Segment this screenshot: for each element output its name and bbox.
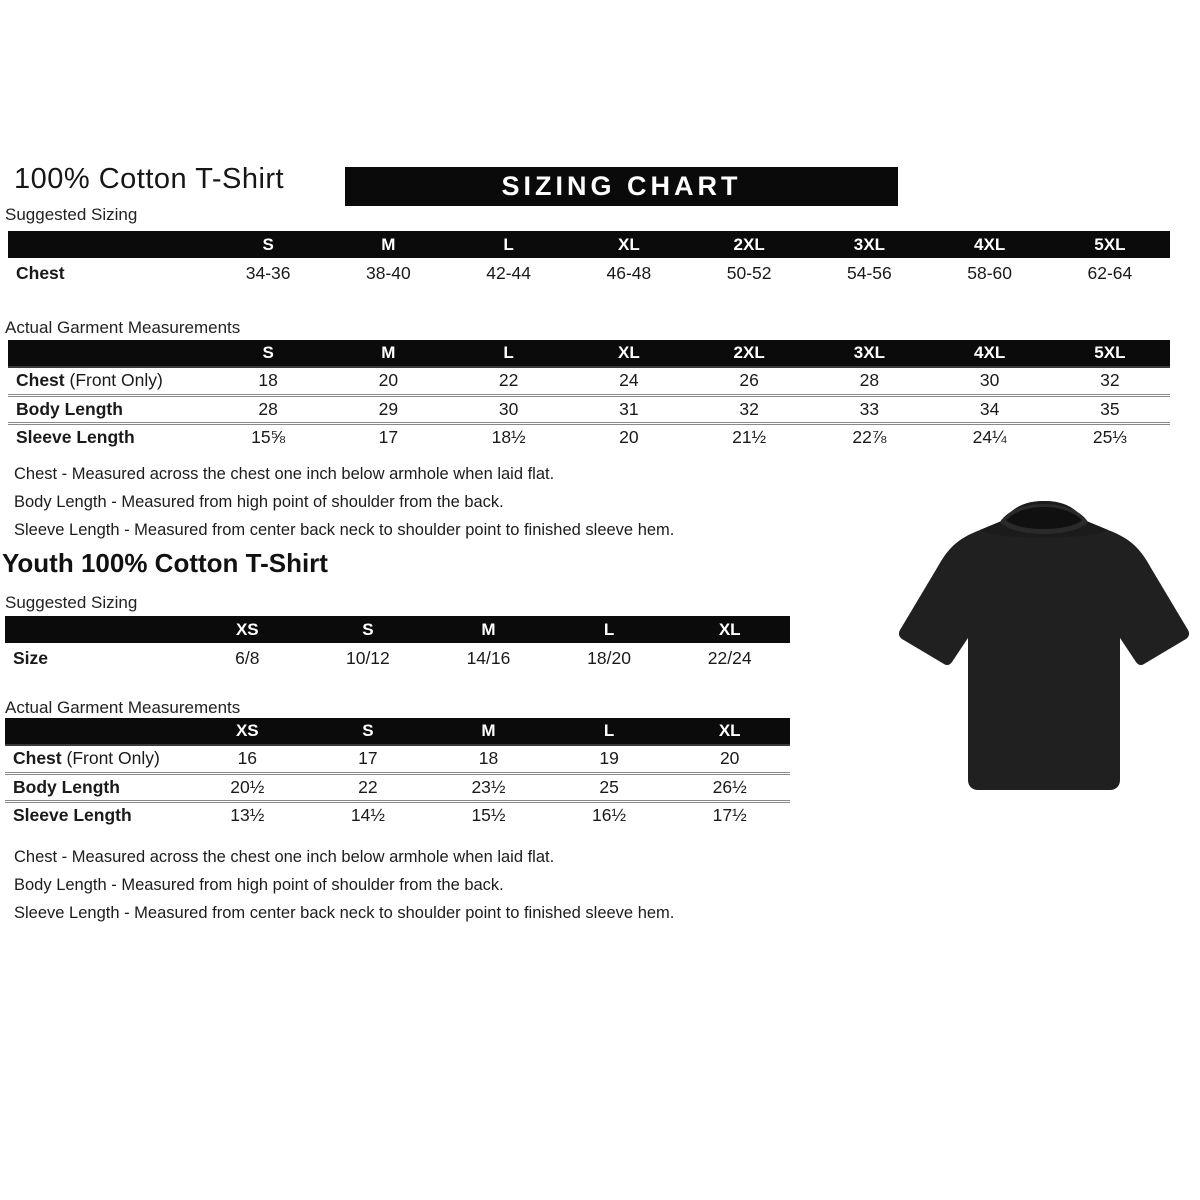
- size-column-header: L: [549, 616, 670, 643]
- measurement-cell: 62-64: [1087, 262, 1133, 283]
- measurement-row: [8, 258, 1170, 288]
- note-sleeve-length: Sleeve Length - Measured from center back neck to shoulder point to finished sleeve hem.: [14, 904, 675, 922]
- measurement-row: [5, 643, 790, 673]
- measurement-cell: 10/12: [345, 647, 390, 668]
- measurement-cell: 33: [809, 395, 929, 423]
- size-column-header: 3XL: [809, 231, 929, 258]
- measurement-cell: 24: [619, 370, 639, 391]
- measurement-cell: 50-52: [726, 262, 772, 283]
- measurement-cell: 20: [719, 748, 740, 769]
- size-column-header: 3XL: [809, 340, 929, 367]
- adult-actual-measurements-label: Actual Garment Measurements: [5, 318, 241, 337]
- size-column-header: L: [549, 718, 670, 745]
- size-column-header: M: [328, 231, 448, 258]
- size-column-header: L: [449, 231, 569, 258]
- measurement-cell: 17: [328, 423, 448, 451]
- measurement-cell: 42-44: [486, 262, 531, 283]
- measurement-cell: 30: [979, 370, 1000, 391]
- measurement-cell: 22: [308, 773, 429, 801]
- measurement-row: [5, 801, 790, 829]
- size-column-header: L: [449, 340, 569, 367]
- sizing-chart-banner: [345, 167, 898, 206]
- size-header-row: [5, 616, 790, 643]
- adult-suggested-sizing-table: [8, 231, 1170, 288]
- note-chest: Chest - Measured across the chest one inch below armhole when laid flat.: [14, 465, 555, 483]
- measurement-cell: 16½: [549, 801, 670, 829]
- note-sleeve-length: Sleeve Length - Measured from center back neck to shoulder point to finished sleeve hem.: [14, 521, 675, 539]
- measurement-cell: 46-48: [606, 262, 652, 283]
- measurement-cell: 34: [930, 395, 1050, 423]
- row-label: Chest (Front Only): [13, 748, 160, 769]
- size-column-header: 4XL: [930, 231, 1050, 258]
- page-title: 100% Cotton T-Shirt: [14, 163, 285, 195]
- size-column-header: M: [428, 616, 549, 643]
- measurement-row: [5, 773, 790, 801]
- banner-text: SIZING CHART: [501, 171, 742, 201]
- measurement-cell: 20: [569, 423, 689, 451]
- measurement-cell: 32: [689, 395, 809, 423]
- adult-actual-measurements-table: [8, 340, 1170, 451]
- size-header-row: [8, 231, 1170, 258]
- size-column-header: S: [308, 616, 429, 643]
- row-label: Chest: [16, 262, 65, 283]
- adult-measurement-notes: [14, 460, 674, 544]
- measurement-cell: 21½: [689, 423, 809, 451]
- measurement-cell: 22/24: [707, 647, 752, 668]
- measurement-cell: 26: [739, 370, 759, 391]
- measurement-cell: 25⅓: [1050, 423, 1170, 451]
- measurement-cell: 18: [258, 370, 278, 391]
- row-label: Body Length: [8, 395, 208, 423]
- measurement-cell: 18/20: [587, 647, 631, 668]
- table-corner-cell: [8, 340, 208, 367]
- measurement-cell: 28: [859, 370, 880, 391]
- measurement-cell: 17½: [669, 801, 790, 829]
- size-column-header: XS: [187, 616, 308, 643]
- measurement-cell: 58-60: [967, 262, 1012, 283]
- size-header-row: [8, 340, 1170, 367]
- youth-suggested-sizing-label: Suggested Sizing: [5, 593, 138, 612]
- measurement-cell: 30: [449, 395, 569, 423]
- size-column-header: S: [208, 231, 328, 258]
- measurement-row: [5, 745, 790, 773]
- measurement-cell: 22: [498, 370, 519, 391]
- size-column-header: 2XL: [689, 340, 809, 367]
- size-column-header: XL: [569, 231, 689, 258]
- measurement-cell: 25: [549, 773, 670, 801]
- measurement-cell: 14/16: [466, 647, 511, 668]
- measurement-cell: 22⅞: [809, 423, 929, 451]
- measurement-cell: 13½: [187, 801, 308, 829]
- measurement-cell: 38-40: [365, 262, 411, 283]
- row-label: Chest (Front Only): [16, 370, 163, 391]
- measurement-cell: 20½: [187, 773, 308, 801]
- note-body-length: Body Length - Measured from high point of shoulder from the back.: [14, 493, 504, 511]
- measurement-cell: 15½: [428, 801, 549, 829]
- row-label: Sleeve Length: [5, 801, 187, 829]
- measurement-cell: 54-56: [846, 262, 892, 283]
- size-column-header: XL: [669, 718, 790, 745]
- measurement-cell: 28: [208, 395, 328, 423]
- measurement-row: [8, 367, 1170, 395]
- measurement-cell: 19: [599, 748, 619, 769]
- tshirt-body: [899, 501, 1189, 790]
- size-column-header: 5XL: [1050, 231, 1170, 258]
- size-column-header: M: [428, 718, 549, 745]
- size-column-header: S: [208, 340, 328, 367]
- note-chest: Chest - Measured across the chest one inch below armhole when laid flat.: [14, 848, 555, 866]
- measurement-row: [8, 395, 1170, 423]
- youth-suggested-sizing-table: [5, 616, 790, 673]
- measurement-row: [8, 423, 1170, 451]
- measurement-cell: 18½: [449, 423, 569, 451]
- measurement-cell: 31: [569, 395, 689, 423]
- size-column-header: 4XL: [930, 340, 1050, 367]
- measurement-cell: 15⅝: [208, 423, 328, 451]
- measurement-cell: 34-36: [245, 262, 291, 283]
- youth-title: Youth 100% Cotton T-Shirt: [2, 548, 328, 578]
- size-column-header: XS: [187, 718, 308, 745]
- measurement-cell: 6/8: [235, 647, 260, 668]
- measurement-cell: 14½: [308, 801, 429, 829]
- measurement-cell: 18: [478, 748, 499, 769]
- adult-suggested-sizing-label: Suggested Sizing: [5, 205, 138, 224]
- measurement-cell: 35: [1050, 395, 1170, 423]
- measurement-cell: 17: [358, 748, 378, 769]
- row-label: Body Length: [5, 773, 187, 801]
- measurement-cell: 32: [1100, 370, 1120, 391]
- measurement-cell: 16: [237, 748, 258, 769]
- measurement-cell: 20: [378, 370, 399, 391]
- row-label: Size: [13, 647, 49, 668]
- tshirt-svg: [893, 488, 1195, 810]
- measurement-cell: 24¼: [930, 423, 1050, 451]
- youth-measurement-notes: [14, 843, 674, 927]
- note-body-length: Body Length - Measured from high point of shoulder from the back.: [14, 876, 504, 894]
- size-column-header: XL: [569, 340, 689, 367]
- size-column-header: 2XL: [689, 231, 809, 258]
- size-column-header: 5XL: [1050, 340, 1170, 367]
- size-column-header: S: [308, 718, 429, 745]
- measurement-cell: 26½: [669, 773, 790, 801]
- measurement-cell: 29: [328, 395, 448, 423]
- size-header-row: [5, 718, 790, 745]
- row-label: Sleeve Length: [8, 423, 208, 451]
- table-corner-cell: [8, 231, 208, 258]
- size-column-header: XL: [669, 616, 790, 643]
- table-corner-cell: [5, 616, 187, 643]
- table-corner-cell: [5, 718, 187, 745]
- size-column-header: M: [328, 340, 448, 367]
- measurement-cell: 23½: [428, 773, 549, 801]
- black-tshirt-image: [893, 488, 1195, 810]
- youth-actual-measurements-table: [5, 718, 790, 829]
- youth-actual-measurements-label: Actual Garment Measurements: [5, 698, 241, 717]
